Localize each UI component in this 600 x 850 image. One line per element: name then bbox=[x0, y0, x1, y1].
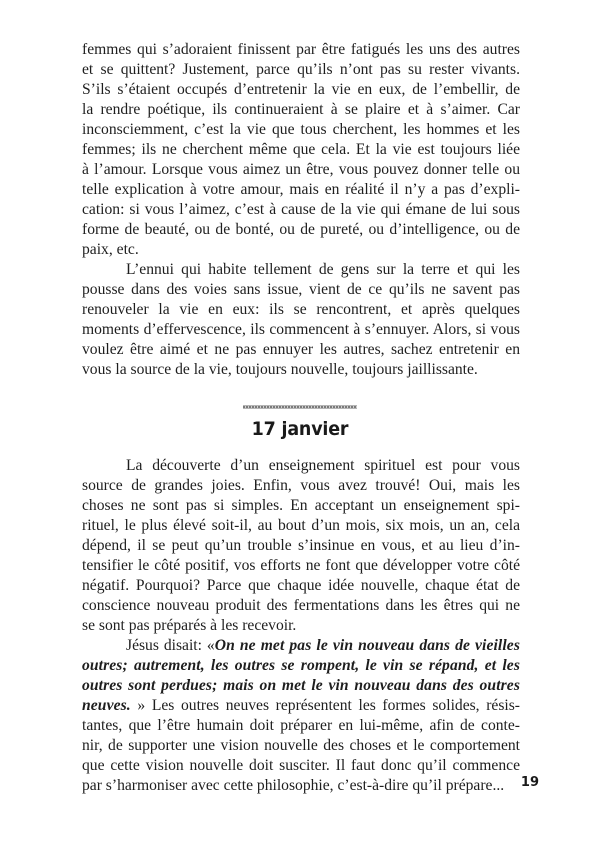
text-line: cation: si vous l’aimez, c’est à cause de la vie qui émane de lui sous bbox=[82, 201, 520, 218]
text-line: dépend, il se peut qu’un trouble s’insinue en vous, et au lieu d’in- bbox=[82, 537, 520, 554]
text-line: négatif. Pourquoi? Parce que chaque idée nouvelle, chaque état de bbox=[82, 577, 520, 594]
quote-close-text: » Les outres neuves représentent les formes solides, résis- bbox=[137, 697, 520, 714]
text-line: rituel, le plus élevé soit-il, au bout d’un mois, six mois, un an, cela bbox=[82, 517, 520, 534]
quote-intro: Jésus disait: « bbox=[126, 637, 215, 654]
text-line bbox=[82, 696, 520, 716]
text-line: forme de beauté, ou de bonté, ou de pureté, ou d’intelligence, ou de bbox=[82, 221, 520, 238]
paragraph-life-and-love bbox=[82, 40, 520, 260]
text-line: tantes, que l’être humain doit préparer en lui-même, afin de conte- bbox=[82, 717, 520, 734]
text-line: nir, de supporter une vision nouvelle des choses et le comportement bbox=[82, 737, 520, 754]
quote-text: On ne met pas le vin nouveau dans de vieilles bbox=[214, 637, 520, 654]
text-line: choses ne sont pas si simples. En acceptant un enseignement spi- bbox=[82, 497, 520, 514]
text-line: S’ils s’étaient occupés d’entretenir la vie en eux, de l’embellir, de bbox=[82, 81, 520, 98]
text-line: La découverte d’un enseignement spirituel est pour vous bbox=[126, 457, 520, 474]
text-line: à l’amour. Lorsque vous aimez un être, vous pouvez donner telle ou bbox=[82, 161, 520, 178]
text-line: moments d’effervescence, ils commencent à s’ennuyer. Alors, si vous bbox=[82, 321, 520, 338]
text-line: vous la source de la vie, toujours nouvelle, toujours jaillissante. bbox=[82, 361, 478, 378]
text-line: par s’harmoniser avec cette philosophie, c’est-à-dire qu’il prépare... bbox=[82, 777, 505, 794]
text-line: se sont pas préparés à les recevoir. bbox=[82, 617, 297, 634]
paragraph-boredom bbox=[82, 260, 520, 380]
text-line: voulez être aimé et ne pas ennuyer les autres, sachez entretenir en bbox=[82, 341, 520, 358]
text-line: source de grandes joies. Enfin, vous avez trouvé! Oui, mais les bbox=[82, 477, 520, 494]
page-number: 19 bbox=[520, 775, 539, 790]
section-17-janvier-text bbox=[82, 456, 520, 796]
quote-end: neuves. bbox=[82, 697, 131, 714]
paragraph-spiritual-teaching bbox=[82, 456, 520, 636]
text-line: la rendre poétique, ils continueraient à se plaire et à s’aimer. Car bbox=[82, 101, 520, 118]
text-line: femmes qui s’adoraient finissent par être fatigués les uns des autres bbox=[82, 41, 520, 58]
wavy-rule-ornament-icon bbox=[243, 405, 357, 409]
text-line: que cette vision nouvelle doit susciter. Il faut donc qu’il commence bbox=[82, 757, 520, 774]
text-line: conscience nouveau produit des fermentations dans les êtres qui ne bbox=[82, 597, 520, 614]
quote-line: outres sont perdues; mais on met le vin nouveau dans des outres bbox=[82, 677, 520, 694]
text-line: inconsciemment, c’est la vie que tous cherchent, les hommes et les bbox=[82, 121, 520, 138]
text-line: renouveler la vie en eux: ils se rencontrent, et après quelques bbox=[82, 301, 520, 318]
section-date-heading: 17 janvier bbox=[251, 418, 349, 440]
text-line bbox=[82, 636, 520, 656]
section-previous-day-text bbox=[82, 40, 520, 380]
text-line: pousse dans des voies sans issue, vient de ce qu’ils ne savent pas bbox=[82, 281, 520, 298]
text-line: L’ennui qui habite tellement de gens sur la terre et qui les bbox=[126, 261, 520, 278]
text-line: et se quittent? Justement, parce qu’ils n’ont pas su rester vivants. bbox=[82, 61, 520, 78]
text-line: telle explication à votre amour, mais en réalité il n’y a pas d’expli- bbox=[82, 181, 520, 198]
paragraph-new-wine-quote bbox=[82, 636, 520, 796]
quote-line: outres; autrement, les outres se rompent, le vin se répand, et les bbox=[82, 657, 520, 674]
text-line: tensifier le côté positif, vos efforts ne font que développer votre côté bbox=[82, 557, 520, 574]
text-line: paix, etc. bbox=[82, 241, 139, 258]
text-line: femmes; ils ne cherchent même que cela. Et la vie est toujours liée bbox=[82, 141, 520, 158]
